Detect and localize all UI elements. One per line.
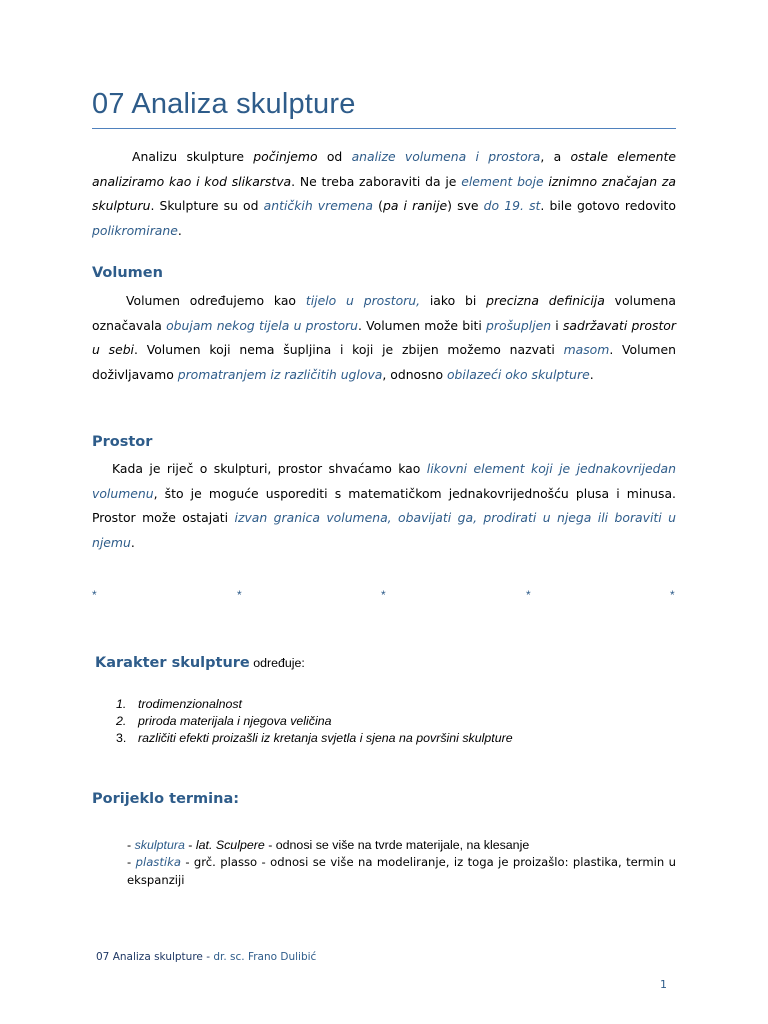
porijeklo-line-2: - plastika - grč. plasso - odnosi se više na modeliranje, iz toga je proizašlo: plastika, termin u ekspanziji [127,855,676,887]
footer-title: 07 Analiza skulpture - [96,951,214,963]
karakter-heading: Karakter skulpture [95,655,250,671]
prostor-paragraph: Kada je riječ o skulpturi, prostor shvaćamo kao likovni element koji je jednakovrijedan volumenu, što je moguće usporediti s matematičkom jednakovrijednošću plusa i minusa. Prostor može ostajati izvan granica volumena, obavijati ga, prodirati u njega ili boraviti u njemu. [92,461,677,550]
list-item: 3. različiti efekti proizašli iz kretanja svjetla i sjena na površini skulpture [116,731,513,745]
list-item: 2. priroda materijala i njegova veličina [116,714,332,728]
separator-star: * [670,588,675,602]
page-footer [96,951,316,963]
prostor-heading: Prostor [92,434,153,450]
karakter-heading-line [95,654,305,672]
separator-star: * [237,588,242,602]
volumen-paragraph: Volumen određujemo kao tijelo u prostoru, iako bi precizna definicija volumena označavala obujam nekog tijela u prostoru. Volumen može biti prošupljen i sadržavati prostor u sebi. Volumen koji nema šupljina i koji je zbijen možemo nazvati masom. Volumen doživljavamo promatranjem iz različitih uglova, odnosno obilazeći oko skulpture. [92,293,676,382]
porijeklo-heading: Porijeklo termina: [92,791,240,807]
intro-paragraph: Analizu skulpture počinjemo od analize volumena i prostora, a ostale elemente analiziramo kao i kod slikarstva. Ne treba zaboraviti da je element boje iznimno značajan za skulpturu. Skulpture su od antičkih vremena (pa i ranije) sve do 19. st. bile gotovo redovito polikromirane. [92,149,676,238]
volumen-heading: Volumen [92,265,163,281]
section-separator [92,588,678,602]
separator-star: * [92,588,97,602]
footer-author: dr. sc. Frano Dulibić [213,951,317,963]
title-underline [92,128,676,129]
karakter-list [116,696,513,747]
separator-star: * [526,588,531,602]
page-title: 07 Analiza skulpture [92,88,356,120]
separator-star: * [381,588,386,602]
list-item: 1. trodimenzionalnost [116,697,243,711]
page-number: 1 [660,978,667,991]
karakter-suffix: određuje: [249,656,305,670]
porijeklo-line-1: - skulptura - lat. Sculpere - odnosi se više na tvrde materijale, na klesanje [127,838,530,852]
